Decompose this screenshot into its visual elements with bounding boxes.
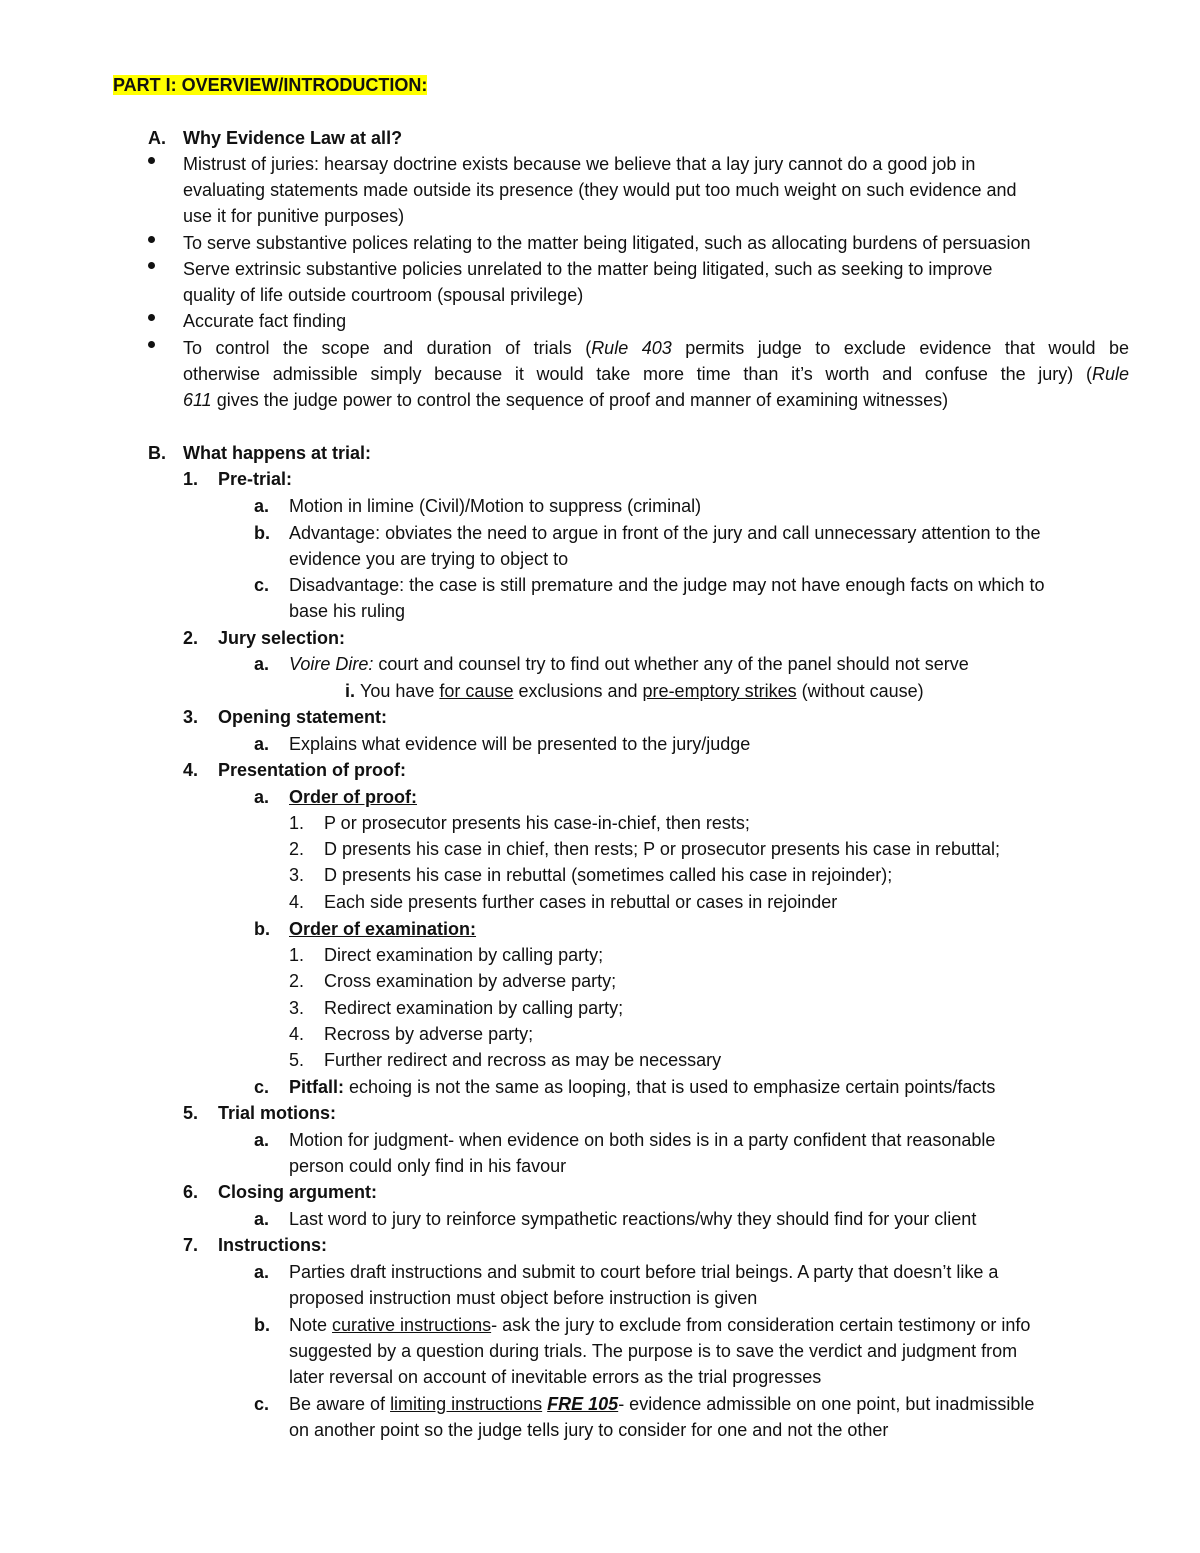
step-4-number: 4.: [183, 760, 199, 780]
step-4c-text: Pitfall: echoing is not the same as looping, that is used to emphasize certain points/facts: [289, 1077, 996, 1097]
step-4a-marker: a.: [254, 787, 270, 807]
step-2a-i-text: You have for cause exclusions and pre-emptory strikes (without cause): [360, 681, 924, 701]
bullet-1-line-2: evaluating statements made outside its presence (they would put too much weight on such evidence and: [183, 180, 1017, 200]
bullet-icon: [148, 157, 155, 164]
step-7a-line-1: Parties draft instructions and submit to court before trial beings. A party that doesn’t like a: [289, 1262, 999, 1282]
bullet-icon: [148, 314, 155, 321]
step-1b-line-1: Advantage: obviates the need to argue in front of the jury and call unnecessary attention to the: [289, 523, 1041, 543]
bullet-5-line-2: otherwise admissible simply because it would take more time than it’s worth and confuse the jury) (Rule: [183, 364, 1129, 384]
exam-item-number: 2.: [289, 971, 305, 991]
step-7-number: 7.: [183, 1235, 199, 1255]
step-3-number: 3.: [183, 707, 199, 727]
part-title: PART I: OVERVIEW/INTRODUCTION:: [113, 75, 428, 95]
bullet-1-line-1: Mistrust of juries: hearsay doctrine exists because we believe that a lay jury cannot do a good job in: [183, 154, 976, 174]
step-7a-line-2: proposed instruction must object before instruction is given: [289, 1288, 758, 1308]
proof-item-number: 2.: [289, 839, 305, 859]
step-1b-line-2: evidence you are trying to object to: [289, 549, 569, 569]
exam-item-number: 5.: [289, 1050, 305, 1070]
step-5-number: 5.: [183, 1103, 199, 1123]
bullet-5-line-1: To control the scope and duration of trials (Rule 403 permits judge to exclude evidence that would be: [183, 338, 1129, 358]
proof-item: P or prosecutor presents his case-in-chief, then rests;: [324, 813, 750, 833]
step-1-number: 1.: [183, 469, 199, 489]
step-2-title: Jury selection:: [218, 628, 346, 648]
step-5-title: Trial motions:: [218, 1103, 337, 1123]
step-1c-line-2: base his ruling: [289, 601, 406, 621]
step-5a-line-1: Motion for judgment- when evidence on both sides is in a party confident that reasonable: [289, 1130, 996, 1150]
step-4a-text: Order of proof:: [289, 787, 417, 807]
step-2a-i-marker: i.: [345, 681, 356, 701]
step-1c-line-1: Disadvantage: the case is still premature and the judge may not have enough facts on which to: [289, 575, 1045, 595]
step-7b-marker: b.: [254, 1315, 270, 1335]
section-b-title: What happens at trial:: [183, 443, 372, 463]
step-7b-line-1: Note curative instructions- ask the jury to exclude from consideration certain testimony or info: [289, 1315, 1031, 1335]
proof-item-number: 4.: [289, 892, 305, 912]
step-4b-text: Order of examination:: [289, 919, 477, 939]
step-4-title: Presentation of proof:: [218, 760, 406, 780]
step-6-number: 6.: [183, 1182, 199, 1202]
section-a-marker: A.: [148, 128, 166, 148]
step-6a-marker: a.: [254, 1209, 270, 1229]
exam-item: Further redirect and recross as may be necessary: [324, 1050, 722, 1070]
exam-item: Direct examination by calling party;: [324, 945, 604, 965]
exam-item-number: 3.: [289, 998, 305, 1018]
step-4b-marker: b.: [254, 919, 270, 939]
bullet-icon: [148, 341, 155, 348]
step-7a-marker: a.: [254, 1262, 270, 1282]
step-1b-marker: b.: [254, 523, 270, 543]
bullet-2-line-1: To serve substantive polices relating to the matter being litigated, such as allocating burdens of persuasion: [183, 233, 1031, 253]
bullet-1-line-3: use it for punitive purposes): [183, 206, 405, 226]
step-5a-marker: a.: [254, 1130, 270, 1150]
step-5a-line-2: person could only find in his favour: [289, 1156, 567, 1176]
proof-item: D presents his case in chief, then rests; P or prosecutor presents his case in rebuttal;: [324, 839, 1001, 859]
exam-item: Cross examination by adverse party;: [324, 971, 617, 991]
step-1a-marker: a.: [254, 496, 270, 516]
proof-item-number: 1.: [289, 813, 305, 833]
step-7c-line-1: Be aware of limiting instructions FRE 105- evidence admissible on one point, but inadmissible: [289, 1394, 1035, 1414]
bullet-5-line-3: 611 gives the judge power to control the sequence of proof and manner of examining witnesses): [183, 390, 949, 410]
step-7b-line-3: later reversal on account of inevitable errors as the trial progresses: [289, 1367, 822, 1387]
section-a-title: Why Evidence Law at all?: [183, 128, 403, 148]
exam-item-number: 1.: [289, 945, 305, 965]
step-3a-marker: a.: [254, 734, 270, 754]
bullet-icon: [148, 236, 155, 243]
proof-item-number: 3.: [289, 865, 305, 885]
step-7c-line-2: on another point so the judge tells jury to consider for one and not the other: [289, 1420, 889, 1440]
step-2a-marker: a.: [254, 654, 270, 674]
bullet-3-line-2: quality of life outside courtroom (spousal privilege): [183, 285, 584, 305]
exam-item: Redirect examination by calling party;: [324, 998, 624, 1018]
step-1c-marker: c.: [254, 575, 270, 595]
proof-item: Each side presents further cases in rebuttal or cases in rejoinder: [324, 892, 838, 912]
proof-item: D presents his case in rebuttal (sometimes called his case in rejoinder);: [324, 865, 893, 885]
step-2-number: 2.: [183, 628, 199, 648]
exam-item-number: 4.: [289, 1024, 305, 1044]
step-3a-text: Explains what evidence will be presented to the jury/judge: [289, 734, 751, 754]
bullet-icon: [148, 262, 155, 269]
section-b-marker: B.: [148, 443, 166, 463]
bullet-3-line-1: Serve extrinsic substantive policies unrelated to the matter being litigated, such as seeking to improve: [183, 259, 993, 279]
step-1a-text: Motion in limine (Civil)/Motion to suppress (criminal): [289, 496, 702, 516]
step-7c-marker: c.: [254, 1394, 270, 1414]
step-2a-text: Voire Dire: court and counsel try to find out whether any of the panel should not serve: [289, 654, 969, 674]
step-3-title: Opening statement:: [218, 707, 388, 727]
step-7b-line-2: suggested by a question during trials. The purpose is to save the verdict and judgment from: [289, 1341, 1018, 1361]
bullet-4-line-1: Accurate fact finding: [183, 311, 347, 331]
step-4c-marker: c.: [254, 1077, 270, 1097]
exam-item: Recross by adverse party;: [324, 1024, 534, 1044]
step-1-title: Pre-trial:: [218, 469, 293, 489]
step-6-title: Closing argument:: [218, 1182, 378, 1202]
step-7-title: Instructions:: [218, 1235, 328, 1255]
step-6a-text: Last word to jury to reinforce sympathetic reactions/why they should find for your client: [289, 1209, 977, 1229]
